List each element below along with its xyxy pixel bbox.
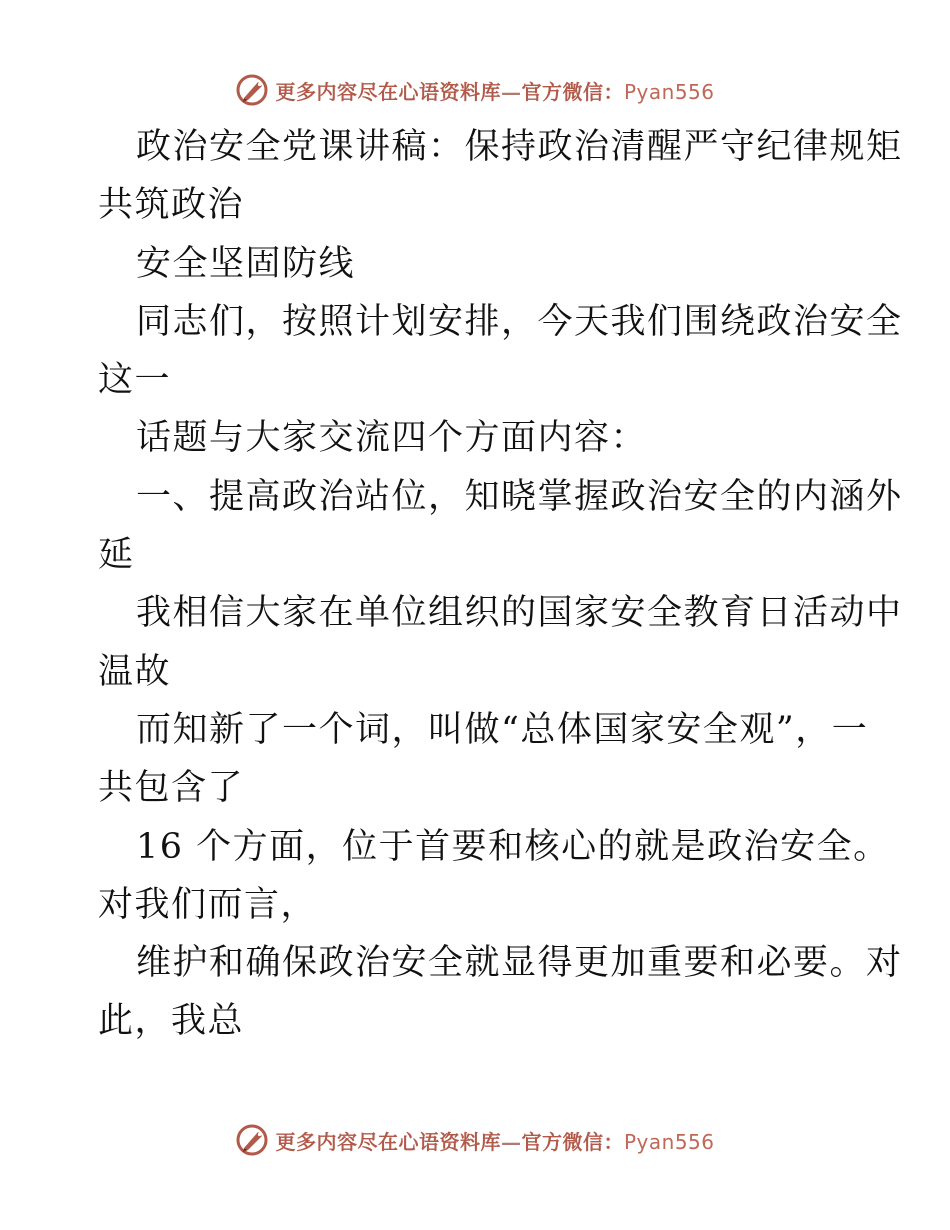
body-line: 16 个方面，位于首要和核心的就是政治安全。 bbox=[136, 826, 890, 867]
footer-banner-label: 官方微信： bbox=[521, 1129, 624, 1154]
header-banner-main: 更多内容尽在心语资料库 bbox=[275, 79, 501, 104]
footer-banner-handle: Pyan556 bbox=[623, 1129, 715, 1154]
body-line: 维护和确保政治安全就显得更加重要和必要。对 bbox=[136, 943, 903, 984]
document-body bbox=[98, 118, 903, 1051]
header-banner bbox=[0, 70, 950, 110]
body-line: 安全坚固防线 bbox=[136, 243, 356, 284]
header-banner-text bbox=[275, 76, 714, 105]
pen-logo-icon bbox=[235, 1123, 269, 1157]
body-line: 对我们而言， bbox=[98, 884, 318, 925]
body-line: 这一 bbox=[98, 360, 172, 401]
body-line: 而知新了一个词，叫做“总体国家安全观”，一 bbox=[136, 709, 869, 750]
body-line: 话题与大家交流四个方面内容： bbox=[136, 418, 648, 459]
footer-banner-main: 更多内容尽在心语资料库 bbox=[275, 1129, 501, 1154]
body-line: 政治安全党课讲稿：保持政治清醒严守纪律规矩 bbox=[136, 127, 903, 167]
body-line: 共包含了 bbox=[98, 768, 245, 809]
header-banner-dash: — bbox=[500, 79, 522, 104]
body-line: 温故 bbox=[98, 651, 172, 692]
footer-banner-text bbox=[275, 1126, 714, 1155]
body-line: 共筑政治 bbox=[98, 185, 245, 226]
pen-logo-icon bbox=[235, 73, 269, 107]
body-line: 延 bbox=[98, 535, 135, 576]
body-line: 我相信大家在单位组织的国家安全教育日活动中 bbox=[136, 593, 903, 634]
footer-banner-dash: — bbox=[500, 1129, 522, 1154]
footer-banner bbox=[0, 1120, 950, 1160]
body-line: 同志们，按照计划安排，今天我们围绕政治安全 bbox=[136, 301, 903, 342]
header-banner-label: 官方微信： bbox=[521, 79, 624, 104]
header-banner-handle: Pyan556 bbox=[623, 79, 715, 104]
body-line: 一、提高政治站位，知晓掌握政治安全的内涵外 bbox=[136, 476, 903, 517]
body-line: 此，我总 bbox=[98, 1001, 245, 1042]
